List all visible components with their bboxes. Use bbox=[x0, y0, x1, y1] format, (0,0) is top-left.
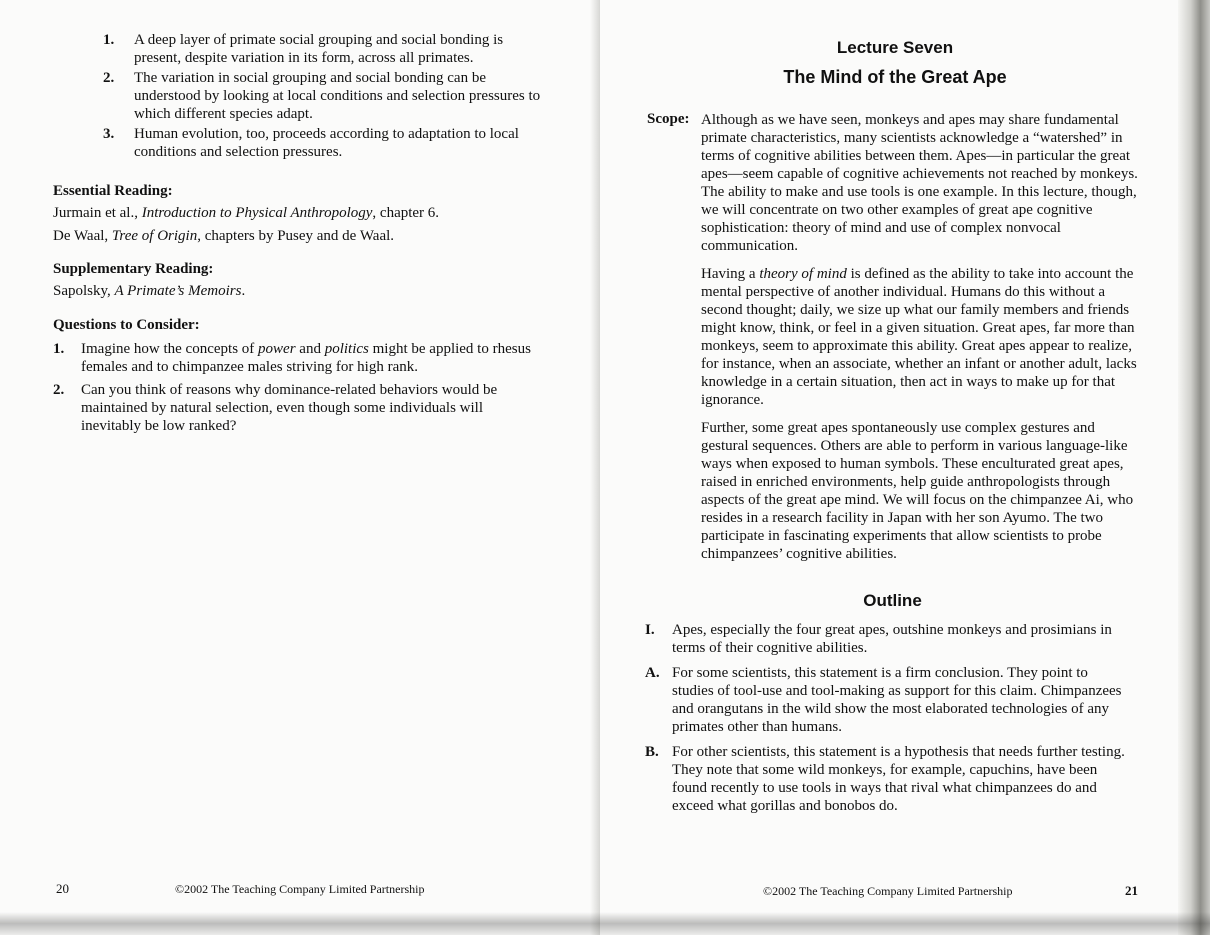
right-page bbox=[600, 0, 1180, 935]
item-number: 3. bbox=[103, 126, 115, 142]
summary-list bbox=[103, 31, 543, 163]
list-item bbox=[103, 125, 543, 161]
outline-subitem bbox=[645, 664, 1125, 736]
subitem-text: For other scientists, this statement is a hypothesis that needs further testing. They note that some wild monkeys, for example, capuchins, have been found recently to use tools in ways that rival what chimpanzees do and exceed what gorillas and bonobos do. bbox=[672, 744, 1125, 814]
lecture-number: Lecture Seven bbox=[836, 38, 954, 57]
question-item bbox=[53, 381, 543, 435]
outline-number: I. bbox=[645, 622, 655, 638]
outline-text: Apes, especially the four great apes, outshine monkeys and prosimians in terms of their cognitive abilities. bbox=[672, 622, 1112, 656]
list-item bbox=[103, 31, 543, 67]
essential-reading-section bbox=[53, 183, 533, 245]
question-text: Can you think of reasons why dominance-related behaviors would be maintained by natural selection, even though some individuals will inevitably be low ranked? bbox=[81, 382, 498, 434]
question-number: 1. bbox=[53, 341, 65, 357]
item-text: Human evolution, too, proceeds according to adaptation to local conditions and selection pressures. bbox=[134, 126, 519, 160]
scope-body bbox=[701, 111, 1146, 573]
question-number: 2. bbox=[53, 382, 65, 398]
item-number: 1. bbox=[103, 32, 115, 48]
lecture-title: The Mind of the Great Ape bbox=[783, 67, 1007, 87]
page-number-right: 21 bbox=[1125, 883, 1138, 898]
supplementary-reading-heading: Supplementary Reading: bbox=[53, 261, 214, 277]
item-text: A deep layer of primate social grouping and social bonding is present, despite variation in its form, across all primates. bbox=[134, 32, 504, 66]
scope-paragraph: Although as we have seen, monkeys and apes may share fundamental primate characteristics, many scientists acknowledge a “watershed” in terms of cognitive abilities between them. Apes—in particular the great apes—seem capable of cognitive achievements not reached by monkeys. The ability to make and use tools is one example. In this lecture, though, we will concentrate on two other examples of great ape cognitive sophistication: theory of mind and use of complex nonvocal communication. bbox=[701, 112, 1138, 254]
reading-entry: Jurmain et al., Introduction to Physical Anthropology, chapter 6. bbox=[53, 205, 440, 221]
outline-item bbox=[645, 621, 1125, 815]
outline-subitem bbox=[645, 743, 1125, 815]
scope-paragraph: Further, some great apes spontaneously use complex gestures and gestural sequences. Others are able to perform in various language-like ways when exposed to human symbols. These enculturated great apes, raised in enriched environments, help guide anthropologists through aspects of the great ape mind. We will focus on the chimpanzee Ai, who resides in a research facility in Japan with her son Ayumo. The two participate in fascinating experiments that allow scientists to probe chimpanzees’ cognitive abilities. bbox=[701, 420, 1134, 562]
supplementary-reading-section bbox=[53, 261, 533, 300]
page-number-left: 20 bbox=[56, 881, 69, 896]
book-right-edge bbox=[1178, 0, 1210, 935]
copyright-right: ©2002 The Teaching Company Limited Partnership bbox=[763, 884, 1013, 898]
left-page bbox=[0, 0, 598, 935]
list-item bbox=[103, 69, 543, 123]
questions-section bbox=[53, 317, 543, 440]
copyright-left: ©2002 The Teaching Company Limited Partnership bbox=[175, 882, 425, 896]
outline-heading: Outline bbox=[863, 591, 922, 610]
scan-bottom-shadow bbox=[0, 912, 1210, 935]
item-text: The variation in social grouping and social bonding can be understood by looking at local conditions and selection pressures to which different species adapt. bbox=[134, 70, 541, 122]
scope-paragraph: Having a theory of mind is defined as the ability to take into account the mental perspective of another individual. Humans do this without a second thought; daily, we size up what our family members and friends might know, think, or feel in a given situation. Great apes, far more than monkeys, seem to approximate this ability. Great apes appear to realize, for instance, when an associate, whether an infant or another adult, lacks knowledge in a certain situation, then act in ways to make up for that ignorance. bbox=[701, 266, 1137, 408]
subitem-text: For some scientists, this statement is a firm conclusion. They point to studies of tool-use and tool-making as support for this claim. Chimpanzees and orangutans in the wild show the most elaborated technologies of any primates other than humans. bbox=[672, 665, 1122, 735]
reading-entry: De Waal, Tree of Origin, chapters by Pusey and de Waal. bbox=[53, 228, 395, 244]
question-item: 1. Imagine how the concepts of power and politics might be applied to rhesus females and to chimpanzee males striving for high rank. bbox=[53, 341, 531, 375]
scope-label: Scope: bbox=[647, 111, 690, 127]
questions-heading: Questions to Consider: bbox=[53, 317, 200, 333]
subitem-letter: A. bbox=[645, 665, 660, 681]
item-number: 2. bbox=[103, 70, 115, 86]
essential-reading-heading: Essential Reading: bbox=[53, 183, 173, 199]
subitem-letter: B. bbox=[645, 744, 659, 760]
reading-entry: Sapolsky, A Primate’s Memoirs. bbox=[53, 283, 246, 299]
